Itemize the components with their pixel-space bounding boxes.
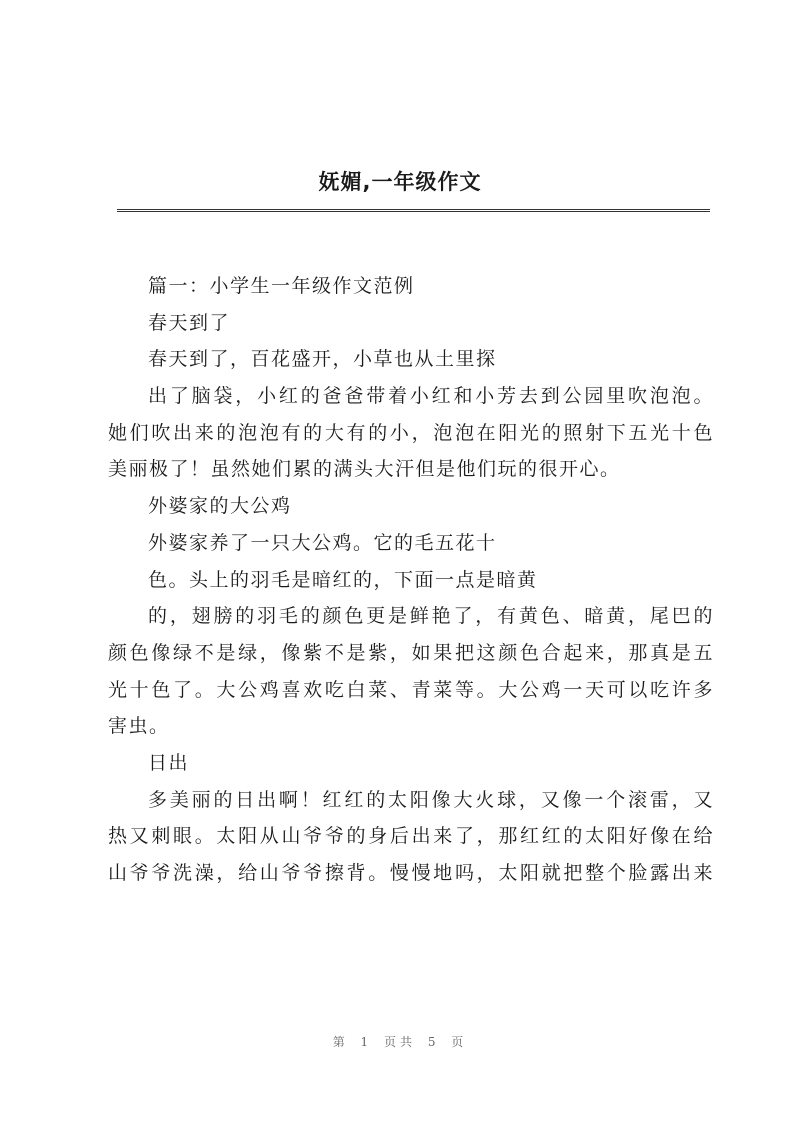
paragraph-line: 多美丽的日出啊！红红的太阳像大火球，又像一个滚雷，又 xyxy=(148,788,714,811)
page-number-footer: 第 1 页共 5 页 xyxy=(332,1035,468,1049)
essay-title: 春天到了 xyxy=(148,311,231,334)
essay-title: 外婆家的大公鸡 xyxy=(148,495,292,518)
paragraph-line: 山爷爷洗澡，给山爷爷擦背。慢慢地吗，太阳就把整个脸露出来 xyxy=(108,862,714,884)
paragraph-line: 的，翅膀的羽毛的颜色更是鲜艳了，有黄色、暗黄，尾巴的 xyxy=(148,605,714,628)
paragraph-line: 害虫。 xyxy=(108,715,170,738)
document-title: 妩媚,一年级作文 xyxy=(318,170,482,194)
paragraph-line: 美丽极了！虽然她们累的满头大汗但是他们玩的很开心。 xyxy=(108,458,621,481)
paragraph-line: 热又刺眼。太阳从山爷爷的身后出来了，那红红的太阳好像在给 xyxy=(108,825,714,848)
section-heading: 篇一：小学生一年级作文范例 xyxy=(148,275,415,297)
paragraph-line: 她们吹出来的泡泡有的大有的小，泡泡在阳光的照射下五光十色 xyxy=(108,421,714,444)
paragraph-line: 光十色了。大公鸡喜欢吃白菜、青菜等。大公鸡一天可以吃许多 xyxy=(108,678,714,701)
essay-title: 日出 xyxy=(148,751,190,774)
paragraph-line: 外婆家养了一只大公鸡。它的毛五花十 xyxy=(148,531,497,554)
paragraph-line: 颜色像绿不是绿，像紫不是紫，如果把这颜色合起来，那真是五 xyxy=(108,641,714,664)
document-body xyxy=(108,268,714,892)
paragraph-line: 色。头上的羽毛是暗红的，下面一点是暗黄 xyxy=(148,568,538,591)
title-divider xyxy=(117,209,710,212)
paragraph-line: 春天到了，百花盛开，小草也从土里探 xyxy=(148,348,497,371)
paragraph-line: 出了脑袋，小红的爸爸带着小红和小芳去到公园里吹泡泡。 xyxy=(148,385,714,408)
